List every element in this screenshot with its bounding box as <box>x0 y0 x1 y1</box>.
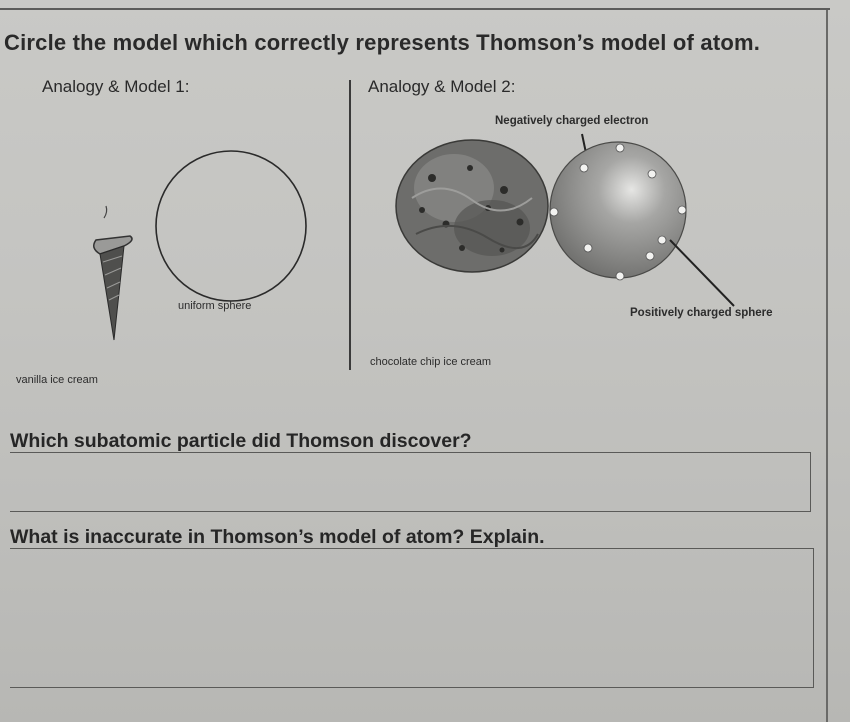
top-border-line <box>0 8 830 10</box>
worksheet-title: Circle the model which correctly represents Thomson’s model of atom. <box>4 30 761 55</box>
chocolate-chip-ice-cream-label: chocolate chip ice cream <box>370 356 492 368</box>
question-1-text: Which subatomic particle did Thomson discover? <box>10 430 472 452</box>
column-divider <box>349 80 351 370</box>
vanilla-ice-cream-label: vanilla ice cream <box>16 374 98 386</box>
uniform-sphere-label: uniform sphere <box>178 300 252 312</box>
question-2-text: What is inaccurate in Thomson’s model of atom? Explain. <box>10 526 545 548</box>
model1-heading: Analogy & Model 1: <box>42 77 190 96</box>
positive-sphere-label: Positively charged sphere <box>630 307 773 319</box>
question-2-answer-box[interactable] <box>10 548 814 688</box>
question-1-answer-box[interactable] <box>10 452 811 512</box>
sphere-pointer-line <box>670 240 740 310</box>
right-border-line <box>826 10 828 722</box>
chocolate-chip-ice-cream-image[interactable] <box>392 138 552 278</box>
uniform-sphere-diagram[interactable] <box>150 150 315 310</box>
ice-cream-cone-illustration[interactable] <box>86 200 146 350</box>
electron-label: Negatively charged electron <box>495 115 649 127</box>
model2-heading: Analogy & Model 2: <box>368 77 516 96</box>
plum-pudding-atom-diagram[interactable] <box>548 140 688 282</box>
